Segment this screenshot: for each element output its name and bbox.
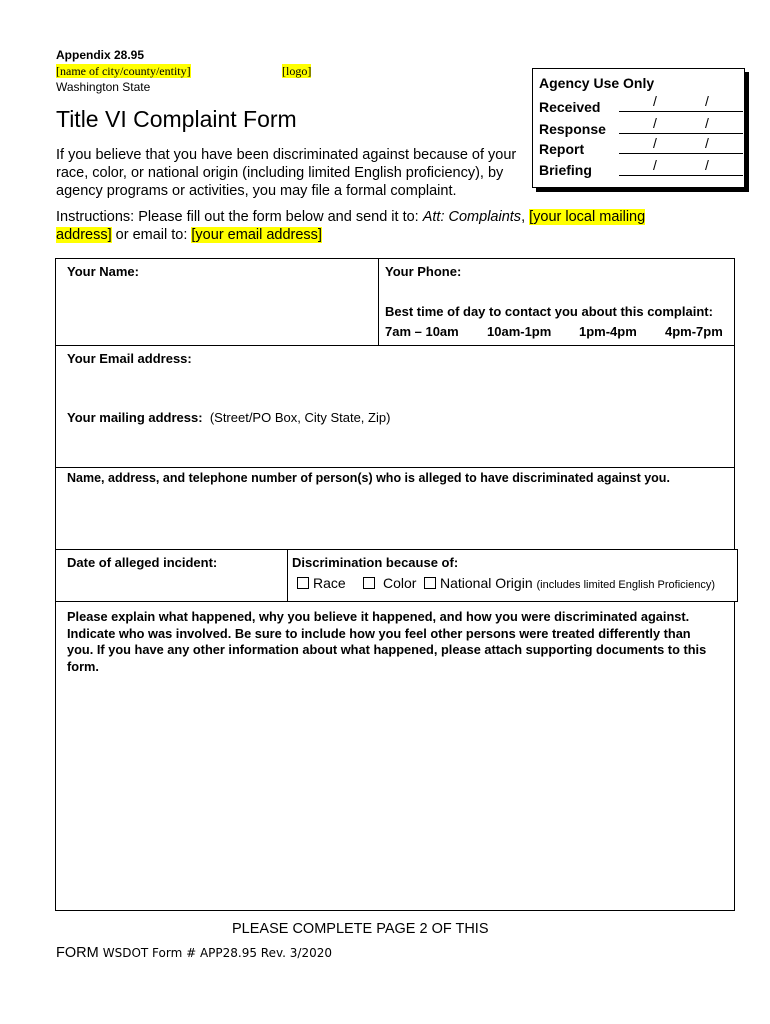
national-origin-label: National Origin	[440, 575, 533, 591]
time-option-2: 10am-1pm	[487, 324, 552, 339]
date-separator: /	[705, 115, 709, 131]
agency-use-only-box	[532, 68, 745, 188]
form-footer	[56, 945, 332, 961]
race-checkbox[interactable]	[297, 577, 309, 589]
mailing-address-hint: (Street/PO Box, City State, Zip)	[209, 410, 391, 425]
phone-field-label: Your Phone:	[385, 264, 462, 279]
instructions-mid: or email to:	[111, 227, 192, 243]
form-word: FORM	[56, 945, 99, 961]
name-field-label: Your Name:	[67, 264, 139, 279]
agency-row-response: Response	[539, 121, 606, 137]
color-label: Color	[383, 575, 417, 591]
agency-row-report: Report	[539, 141, 585, 157]
entity-placeholder	[56, 64, 191, 79]
phone-field-cell[interactable]	[378, 258, 735, 346]
national-origin-checkbox[interactable]	[424, 577, 436, 589]
date-separator: /	[653, 115, 657, 131]
option-national-origin[interactable]	[424, 575, 715, 591]
entity-placeholder-text: [name of city/county/entity]	[56, 64, 191, 78]
mailing-address-placeholder: [your local mailing address]	[56, 209, 646, 243]
date-separator: /	[653, 93, 657, 109]
logo-placeholder	[282, 64, 311, 79]
date-separator: /	[705, 157, 709, 173]
instructions-prefix: Instructions: Please fill out the form below and send it to:	[56, 209, 423, 225]
mailing-address-label	[67, 410, 390, 425]
color-checkbox[interactable]	[363, 577, 375, 589]
appendix-label: Appendix 28.95	[56, 48, 145, 62]
date-separator: /	[705, 93, 709, 109]
email-address-cell[interactable]	[55, 345, 735, 468]
date-separator: /	[653, 157, 657, 173]
agency-row-briefing: Briefing	[539, 162, 592, 178]
race-label: Race	[313, 575, 346, 591]
incident-date-cell[interactable]	[55, 549, 288, 602]
option-race[interactable]	[297, 575, 346, 591]
time-option-1: 7am – 10am	[385, 324, 459, 339]
discrimination-basis-label: Discrimination because of:	[292, 555, 459, 570]
explanation-cell[interactable]	[55, 601, 735, 911]
name-field-cell[interactable]	[55, 258, 379, 346]
instructions-comma: ,	[521, 209, 530, 225]
explanation-label: Please explain what happened, why you believe it happened, and how you were discriminated against. Indicate who was involved. Be sure to include how you feel other persons were treated differently than you. If you have any other information about what happened, please attach supporting documents to this form.	[67, 609, 707, 674]
intro-paragraph: If you believe that you have been discriminated against because of your race, color, or national origin (including limited English proficiency), by agency programs or activities, you may file a formal complaint.	[56, 147, 517, 199]
page-title: Title VI Complaint Form	[56, 106, 297, 132]
instructions-paragraph	[56, 208, 696, 244]
email-field-label: Your Email address:	[67, 351, 192, 366]
alleged-persons-label: Name, address, and telephone number of person(s) who is alleged to have discriminated against you.	[67, 471, 670, 485]
logo-placeholder-text: [logo]	[282, 64, 312, 78]
date-separator: /	[653, 135, 657, 151]
best-time-label: Best time of day to contact you about this complaint:	[385, 304, 713, 319]
briefing-date-line[interactable]	[619, 159, 743, 176]
discrimination-basis-cell	[287, 549, 738, 602]
date-separator: /	[705, 135, 709, 151]
response-date-line[interactable]	[619, 117, 743, 134]
alleged-persons-cell[interactable]	[55, 467, 735, 550]
time-option-4: 4pm-7pm	[665, 324, 723, 339]
mailing-address-label-text: Your mailing address:	[67, 410, 203, 425]
time-option-3: 1pm-4pm	[579, 324, 637, 339]
report-date-line[interactable]	[619, 137, 743, 154]
agency-box-title: Agency Use Only	[539, 75, 655, 91]
national-origin-note: (includes limited English Proficiency)	[536, 579, 716, 591]
email-address-placeholder: [your email address]	[191, 227, 322, 243]
agency-row-received: Received	[539, 99, 601, 115]
state-label: Washington State	[56, 80, 151, 94]
instructions-att: Att: Complaints	[422, 209, 522, 225]
option-color[interactable]	[363, 575, 416, 591]
continue-note: PLEASE COMPLETE PAGE 2 OF THIS	[232, 921, 489, 937]
form-id: WSDOT Form # APP28.95 Rev. 3/2020	[102, 946, 332, 960]
incident-date-label: Date of alleged incident:	[67, 555, 218, 570]
received-date-line[interactable]	[619, 95, 743, 112]
